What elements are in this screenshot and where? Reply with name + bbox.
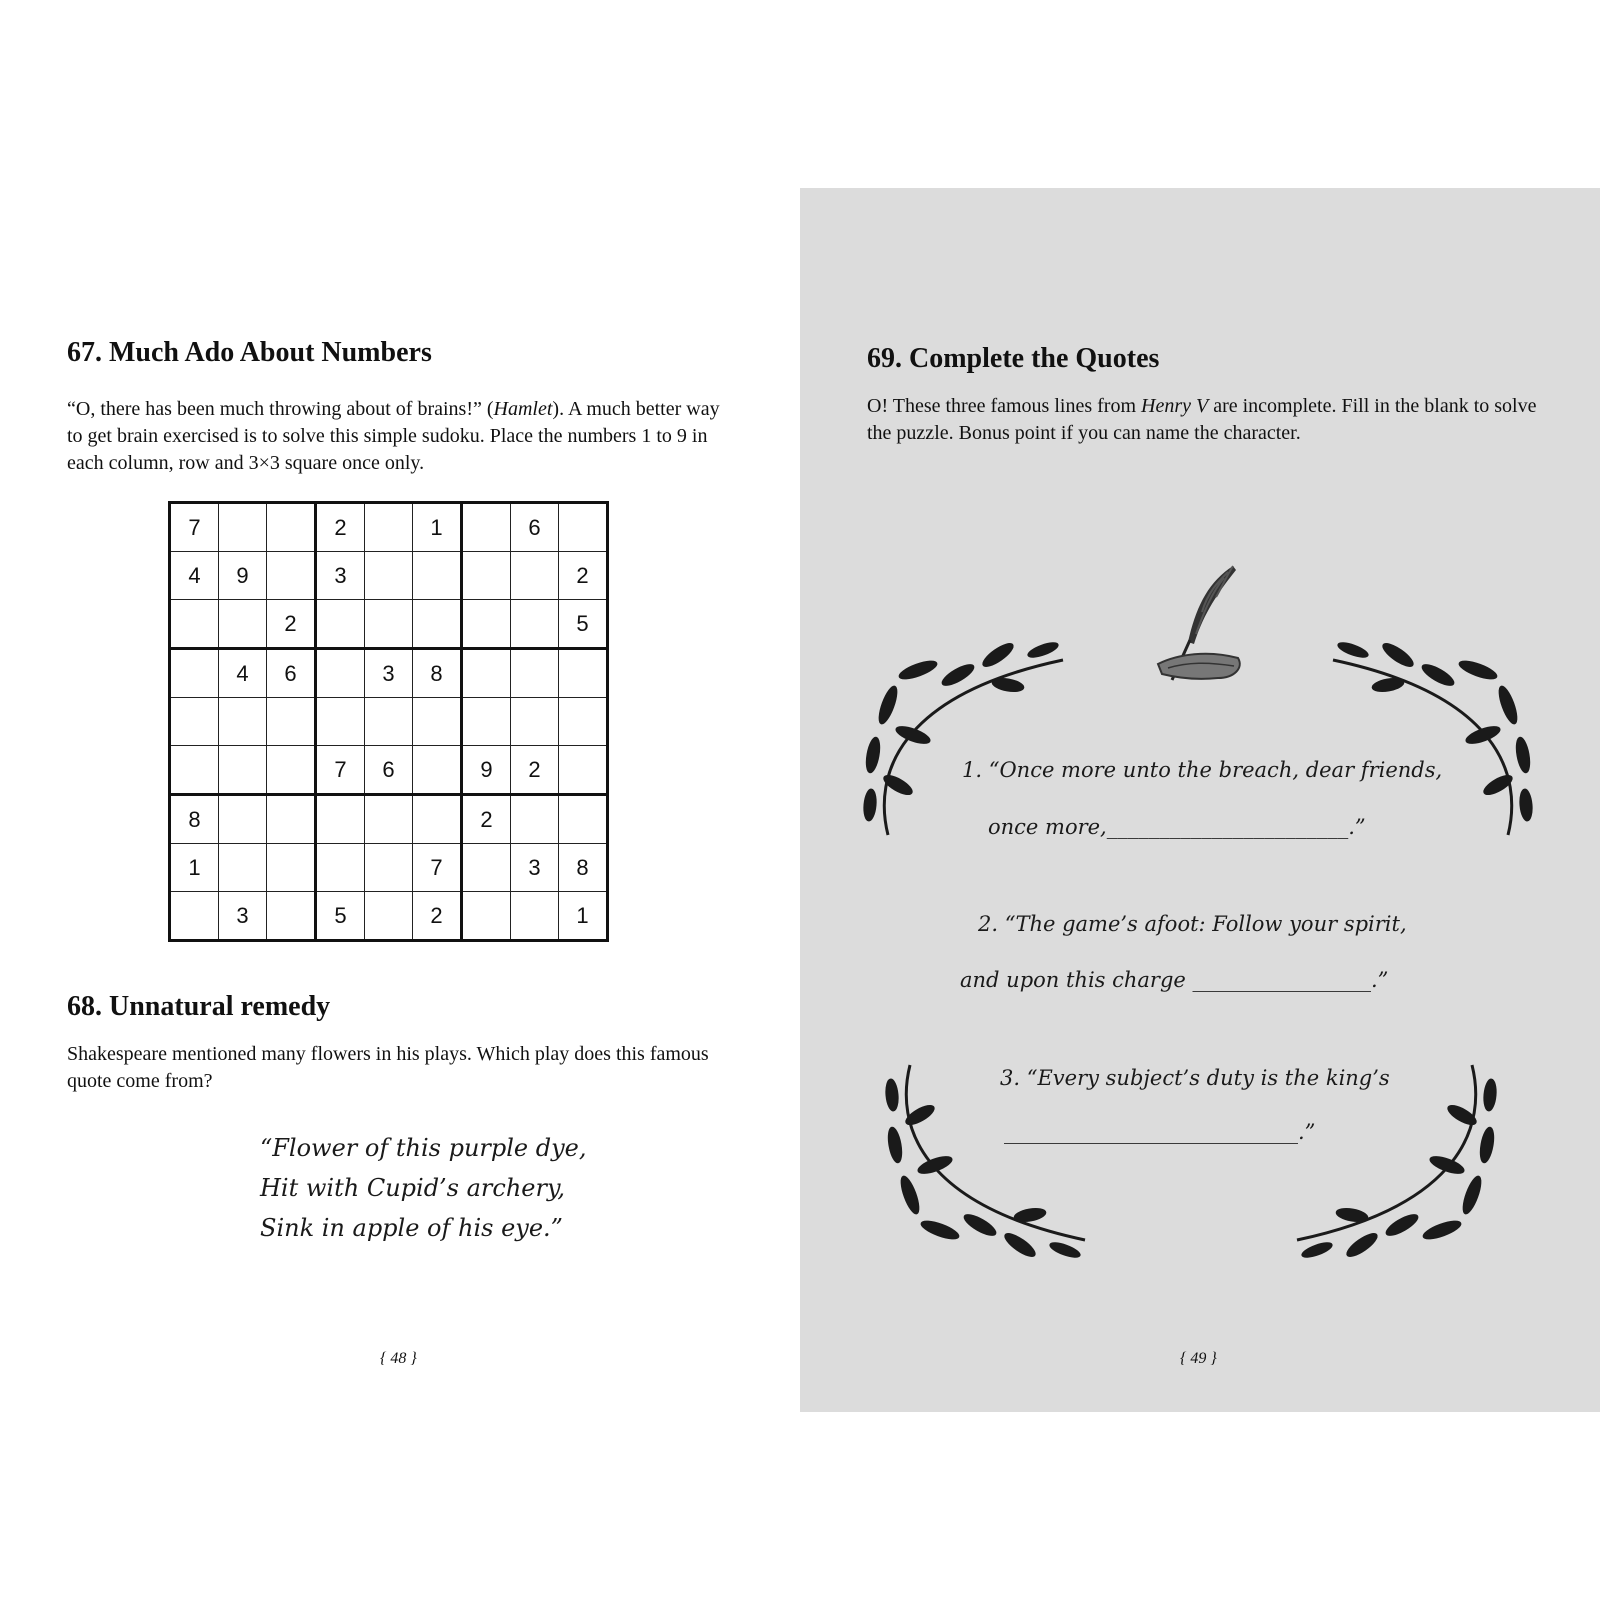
- sudoku-cell[interactable]: [365, 503, 413, 552]
- sudoku-cell[interactable]: [170, 698, 219, 746]
- sudoku-cell[interactable]: [559, 698, 608, 746]
- sudoku-cell[interactable]: [170, 746, 219, 795]
- flower-quote: [260, 1128, 587, 1248]
- quote-2-line-1: 2. “The game’s afoot: Follow your spirit,: [978, 912, 1407, 936]
- sudoku-cell[interactable]: 8: [413, 649, 462, 698]
- sudoku-cell[interactable]: [511, 552, 559, 600]
- quote-3-line-1: 3. “Every subject’s duty is the king’s: [1000, 1066, 1390, 1090]
- sudoku-cell[interactable]: [316, 649, 365, 698]
- sudoku-cell[interactable]: [267, 892, 316, 941]
- sudoku-cell[interactable]: [413, 698, 462, 746]
- quill-hand-icon: [1138, 562, 1258, 692]
- sudoku-row: [170, 746, 608, 795]
- sudoku-cell[interactable]: [462, 892, 511, 941]
- sudoku-cell[interactable]: 3: [365, 649, 413, 698]
- sudoku-cell[interactable]: [267, 844, 316, 892]
- sudoku-cell[interactable]: [559, 746, 608, 795]
- sudoku-cell[interactable]: [365, 892, 413, 941]
- sudoku-cell[interactable]: [365, 844, 413, 892]
- puzzle-67-intro: “O, there has been much throwing about of brains!” (Hamlet). A much better way to get brain exercised is to solve this simple sudoku. Place the numbers 1 to 9 in each column, row and 3×3 square once only.: [67, 398, 720, 474]
- laurel-top-right-icon: [1308, 625, 1538, 840]
- sudoku-cell[interactable]: [170, 649, 219, 698]
- quote-line: “Flower of this purple dye,: [260, 1134, 587, 1162]
- sudoku-cell[interactable]: 6: [365, 746, 413, 795]
- sudoku-cell[interactable]: [219, 746, 267, 795]
- sudoku-cell[interactable]: 4: [170, 552, 219, 600]
- sudoku-cell[interactable]: 3: [219, 892, 267, 941]
- sudoku-cell[interactable]: [413, 795, 462, 844]
- sudoku-cell[interactable]: 9: [219, 552, 267, 600]
- sudoku-cell[interactable]: 1: [559, 892, 608, 941]
- sudoku-cell[interactable]: 9: [462, 746, 511, 795]
- sudoku-cell[interactable]: [267, 552, 316, 600]
- sudoku-cell[interactable]: 5: [316, 892, 365, 941]
- sudoku-cell[interactable]: 7: [413, 844, 462, 892]
- puzzle-67-title: 67. Much Ado About Numbers: [67, 337, 432, 368]
- sudoku-cell[interactable]: [170, 892, 219, 941]
- quote-2-line-2: and upon this charge _________________.”: [960, 968, 1389, 992]
- sudoku-row: [170, 892, 608, 941]
- sudoku-cell[interactable]: [267, 746, 316, 795]
- sudoku-cell[interactable]: [511, 649, 559, 698]
- sudoku-cell[interactable]: [316, 698, 365, 746]
- sudoku-row: [170, 600, 608, 649]
- sudoku-cell[interactable]: [413, 552, 462, 600]
- sudoku-cell[interactable]: [511, 795, 559, 844]
- sudoku-cell[interactable]: [365, 795, 413, 844]
- sudoku-cell[interactable]: 7: [170, 503, 219, 552]
- sudoku-cell[interactable]: 5: [559, 600, 608, 649]
- puzzle-68-title: 68. Unnatural remedy: [67, 991, 331, 1022]
- sudoku-cell[interactable]: [365, 552, 413, 600]
- sudoku-cell[interactable]: [462, 600, 511, 649]
- sudoku-cell[interactable]: 8: [170, 795, 219, 844]
- sudoku-cell[interactable]: 3: [316, 552, 365, 600]
- sudoku-cell[interactable]: [559, 649, 608, 698]
- puzzle-69-intro: O! These three famous lines from Henry V are incomplete. Fill in the blank to solve the puzzle. Bonus point if you can name the character.: [867, 395, 1537, 444]
- sudoku-cell[interactable]: [267, 698, 316, 746]
- laurel-bottom-left-icon: [880, 1060, 1110, 1275]
- sudoku-cell[interactable]: 2: [413, 892, 462, 941]
- sudoku-cell[interactable]: [267, 795, 316, 844]
- play-title-henry-v: Henry V: [1141, 395, 1209, 417]
- sudoku-cell[interactable]: 7: [316, 746, 365, 795]
- laurel-top-left-icon: [858, 625, 1088, 840]
- sudoku-cell[interactable]: [316, 600, 365, 649]
- sudoku-cell[interactable]: 1: [413, 503, 462, 552]
- sudoku-cell[interactable]: [219, 795, 267, 844]
- sudoku-cell[interactable]: 2: [316, 503, 365, 552]
- puzzle-68-text: Shakespeare mentioned many flowers in his plays. Which play does this famous quote come from?: [67, 1043, 709, 1092]
- sudoku-cell[interactable]: [316, 844, 365, 892]
- page-number-49: { 49 }: [1180, 1350, 1217, 1367]
- sudoku-cell[interactable]: 4: [219, 649, 267, 698]
- quote-1-line-1: 1. “Once more unto the breach, dear friends,: [962, 758, 1443, 782]
- sudoku-cell[interactable]: 6: [267, 649, 316, 698]
- sudoku-cell[interactable]: [170, 600, 219, 649]
- sudoku-row: [170, 795, 608, 844]
- sudoku-cell[interactable]: 2: [462, 795, 511, 844]
- sudoku-cell[interactable]: 6: [511, 503, 559, 552]
- sudoku-cell[interactable]: [365, 600, 413, 649]
- sudoku-cell[interactable]: [559, 795, 608, 844]
- sudoku-cell[interactable]: [511, 892, 559, 941]
- sudoku-cell[interactable]: 2: [511, 746, 559, 795]
- sudoku-cell[interactable]: [511, 698, 559, 746]
- sudoku-cell[interactable]: 3: [511, 844, 559, 892]
- sudoku-cell[interactable]: [219, 844, 267, 892]
- laurel-bottom-right-icon: [1272, 1060, 1502, 1275]
- page-number-48: { 48 }: [380, 1350, 417, 1367]
- sudoku-cell[interactable]: [511, 600, 559, 649]
- sudoku-row: [170, 552, 608, 600]
- sudoku-cell[interactable]: [413, 746, 462, 795]
- quote-line: Hit with Cupid’s archery,: [260, 1174, 565, 1202]
- sudoku-cell[interactable]: [219, 503, 267, 552]
- sudoku-cell[interactable]: [219, 600, 267, 649]
- sudoku-cell[interactable]: [267, 503, 316, 552]
- sudoku-cell[interactable]: [462, 552, 511, 600]
- puzzle-69-title: 69. Complete the Quotes: [867, 343, 1160, 374]
- quote-line: Sink in apple of his eye.”: [260, 1214, 563, 1242]
- sudoku-cell[interactable]: [316, 795, 365, 844]
- quote-3-line-2: ____________________________.”: [1004, 1120, 1316, 1144]
- sudoku-cell[interactable]: 1: [170, 844, 219, 892]
- sudoku-cell[interactable]: [462, 649, 511, 698]
- sudoku-cell[interactable]: [462, 698, 511, 746]
- sudoku-row: [170, 844, 608, 892]
- sudoku-grid: [168, 501, 609, 942]
- sudoku-row: [170, 503, 608, 552]
- sudoku-cell[interactable]: [365, 698, 413, 746]
- quote-1-line-2: once more,_______________________.”: [988, 815, 1366, 839]
- sudoku-cell[interactable]: 2: [267, 600, 316, 649]
- sudoku-row: [170, 649, 608, 698]
- sudoku-row: [170, 698, 608, 746]
- sudoku-cell[interactable]: [559, 503, 608, 552]
- sudoku-cell[interactable]: 2: [559, 552, 608, 600]
- sudoku-cell[interactable]: [413, 600, 462, 649]
- sudoku-cell[interactable]: [219, 698, 267, 746]
- play-title-hamlet: Hamlet: [493, 398, 553, 420]
- sudoku-cell[interactable]: 8: [559, 844, 608, 892]
- sudoku-cell[interactable]: [462, 844, 511, 892]
- sudoku-cell[interactable]: [462, 503, 511, 552]
